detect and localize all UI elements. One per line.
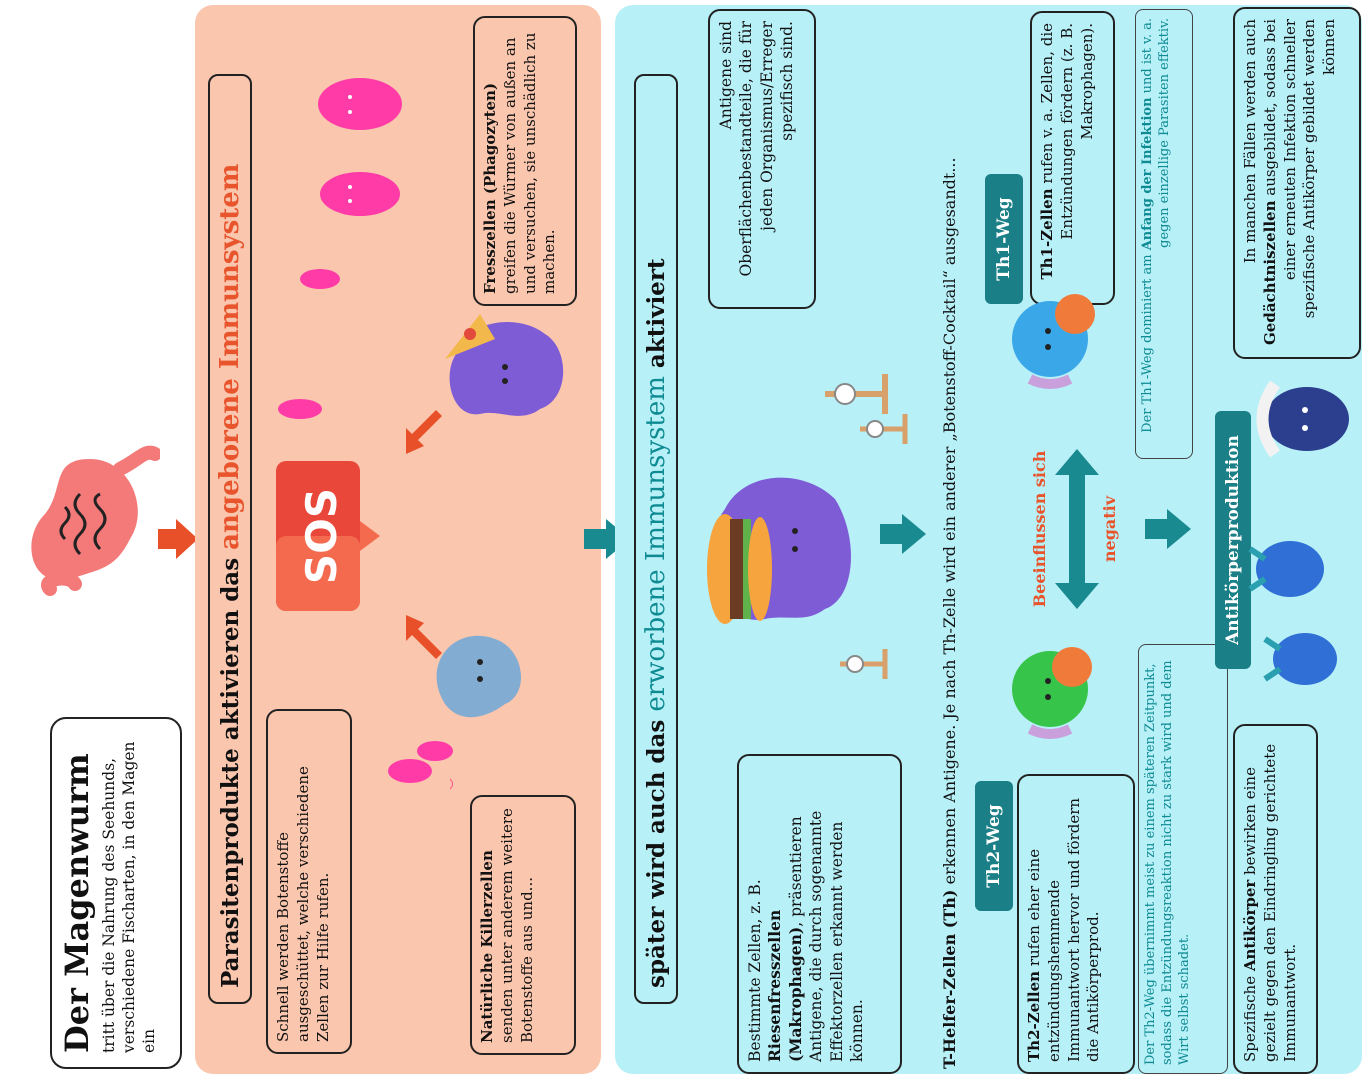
influence-label: [1030, 449, 1054, 609]
b-cell-icon: [1260, 619, 1350, 699]
antibody-tag-label: Antikörperproduktion: [1223, 435, 1243, 645]
antibody-text: bewirken eine gezielt gegen den Eindringling gerichtete Immunantwort.: [1241, 743, 1299, 1062]
th1-note-label: Anfang der Infektion: [1140, 97, 1155, 251]
b-cell-icon: [1245, 529, 1335, 609]
macrophage-text: , präsentieren Antigene, die durch sogenannte Effektorzellen erkannt werden können.: [786, 810, 867, 1062]
nk-cells-box: [470, 795, 576, 1055]
memory-box: [1233, 7, 1361, 359]
th2-tag-label: Th2-Weg: [984, 804, 1004, 888]
phagocytes-box: [473, 16, 577, 306]
adaptive-heading-box: [634, 74, 678, 1004]
messenger-molecule-icon: [265, 379, 335, 439]
macrophage-box: [737, 754, 902, 1074]
th1-note: [1135, 9, 1193, 459]
th2-label: Th2-Zellen: [1025, 970, 1043, 1062]
antibody-label: Antikörper: [1241, 879, 1259, 972]
antibody-box: [1233, 724, 1318, 1074]
memory-cell-icon: [1255, 364, 1360, 474]
messengers-text: Schnell werden Botenstoffe ausgeschüttet, welche verschiedene Zellen zur Hilfe rufen.: [274, 766, 332, 1042]
arrow-to-innate: [158, 519, 198, 559]
messengers-box: [266, 709, 352, 1054]
messenger-molecule-icon: [280, 249, 360, 309]
th-line-label: T-Helfer-Zellen (Th): [940, 889, 959, 1069]
macrophage-text-pre: Bestimmte Zellen, z. B.: [746, 879, 764, 1062]
macrophage-label: Riesenfresszellen (Makrophagen): [765, 909, 805, 1062]
antigen-box: [708, 9, 816, 309]
th2-text: rufen eher eine entzündungshemmende Immunantwort hervor und fördern die Antikörperprod.: [1025, 797, 1103, 1062]
influence-negative-label: [1100, 449, 1124, 609]
th-line-text: erkennen Antigene. Je nach Th-Zelle wird ein anderer „Botenstoff-Cocktail“ ausgesandt...: [940, 157, 959, 890]
th1-box: [1030, 11, 1115, 305]
memory-text-pre: In manchen Fällen werden auch: [1241, 19, 1259, 264]
antibody-text-pre: Spezifische: [1241, 971, 1259, 1062]
arrow-to-antibodies: [1145, 509, 1191, 549]
intro-title: Der Magenwurm: [58, 753, 96, 1053]
influence-arrow-icon: [1055, 449, 1099, 609]
phagocytes-label: Fresszellen (Phagozyten): [481, 82, 499, 294]
memory-label: Gedächtniszellen: [1260, 200, 1279, 346]
th2-tag: [975, 781, 1013, 911]
messenger-molecule-icon: [380, 729, 470, 799]
adaptive-heading: später wird auch das: [643, 711, 670, 988]
nk-cell-icon: [425, 624, 535, 724]
innate-heading: Parasitenprodukte aktivieren das: [217, 549, 244, 988]
phagocytes-text: greifen die Würmer von außen an und versuchen, sie unschädlich zu machen.: [500, 32, 559, 294]
sos-sign-icon: [272, 461, 384, 611]
th1-note-text: und ist v. a. gegen einzellige Parasiten effektiv.: [1140, 18, 1172, 248]
th1-tag-label: Th1-Weg: [994, 197, 1014, 281]
th2-note: [1138, 644, 1228, 1074]
antigen-text: Antigene sind Oberflächenbestandteile, die für jeden Organismus/Erreger spezifisch sind.: [717, 21, 797, 277]
nk-cells-text: senden unter anderem weitere Botenstoffe aus und...: [497, 808, 536, 1043]
phagocyte-icon: [440, 309, 580, 429]
th1-cell-icon: [990, 279, 1110, 399]
intro-box: [50, 717, 182, 1069]
messenger-molecule-icon: [305, 49, 415, 159]
innate-heading-highlight: angeborene Immunsystem: [215, 163, 245, 550]
innate-heading-box: [208, 74, 252, 1004]
nk-cells-label: Natürliche Killerzellen: [478, 850, 496, 1043]
arrow-to-phagocytes: [398, 410, 442, 454]
sos-text: SOS: [297, 487, 346, 585]
adaptive-heading-suffix: aktiviert: [643, 258, 670, 377]
memory-text: ausgebildet, sodass bei einer erneuten Infektion schneller spezifische Antikörper gebildet werden können: [1260, 19, 1339, 319]
th2-cell-icon: [990, 629, 1110, 749]
antigen-marker-icon: [825, 369, 905, 419]
th2-box: [1017, 774, 1135, 1074]
th1-note-pre: Der Th1-Weg dominiert am: [1140, 250, 1155, 433]
antigen-marker-icon: [840, 644, 900, 684]
influence-text: Beeinflussen sich: [1030, 450, 1049, 608]
adaptive-heading-highlight: erworbene Immunsystem: [641, 376, 671, 712]
th-line: [940, 9, 968, 1069]
th1-label: Th1-Zellen: [1038, 188, 1056, 280]
messenger-molecule-icon: [300, 149, 420, 239]
intro-text: tritt über die Nahrung des Seehunds, verschiedene Fischarten, in den Magen ein: [100, 741, 159, 1053]
stomach-illustration: [10, 439, 160, 609]
influence-negative-text: negativ: [1100, 495, 1119, 563]
th1-text: rufen v. a. Zellen, die Entzündungen fördern (z. B. Makrophagen).: [1038, 23, 1096, 240]
th2-note-text: Der Th2-Weg übernimmt meist zu einem späteren Zeitpunkt, sodass die Entzündungsreaktion nicht zu stark wird und dem Wirt selbst schadet.: [1143, 660, 1192, 1065]
arrow-to-th: [880, 514, 926, 554]
macrophage-icon: [685, 459, 860, 659]
